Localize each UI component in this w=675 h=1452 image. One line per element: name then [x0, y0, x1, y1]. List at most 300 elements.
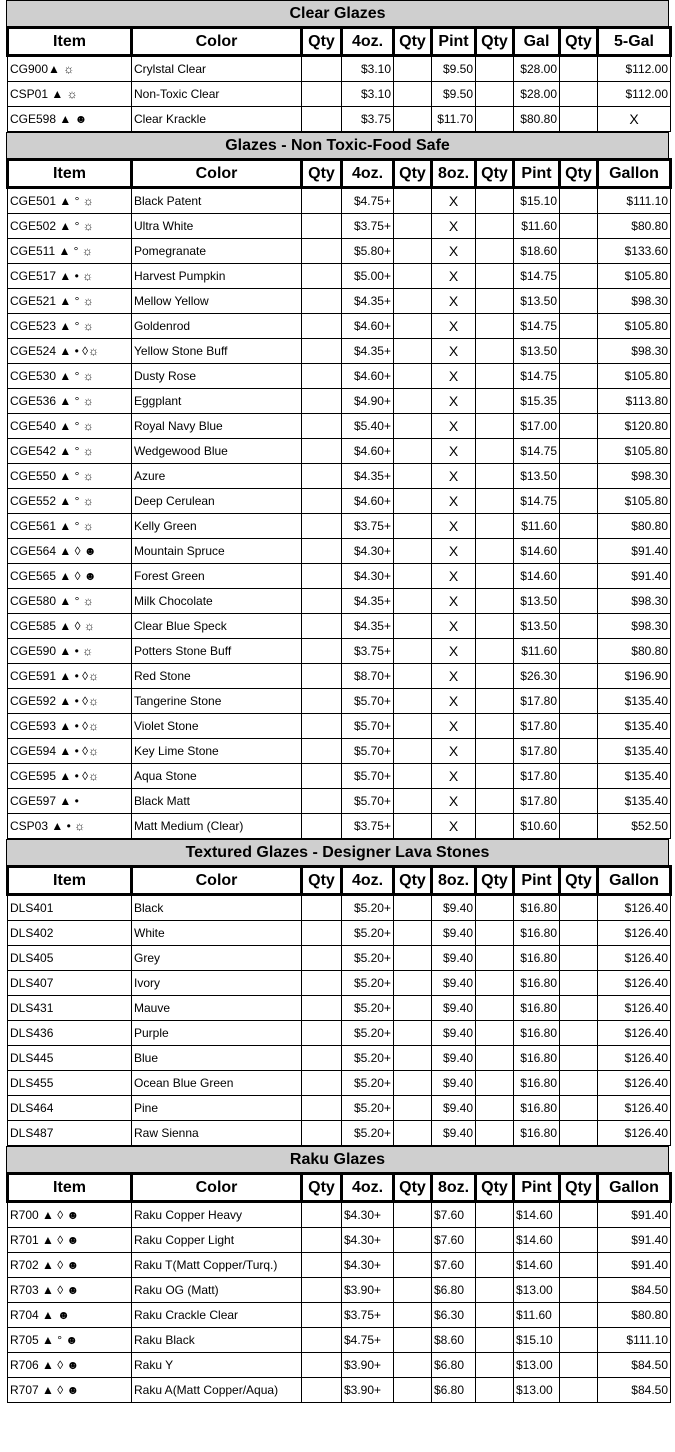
qty-field[interactable] — [302, 639, 342, 664]
qty-field[interactable] — [394, 1228, 432, 1253]
price-cell: $80.80 — [598, 639, 671, 664]
qty-field[interactable] — [560, 364, 598, 389]
price-cell: $5.20+ — [342, 971, 394, 996]
qty-field[interactable] — [302, 239, 342, 264]
qty-field[interactable] — [476, 895, 514, 921]
price-cell: $14.60 — [514, 564, 560, 589]
price-cell: $17.80 — [514, 714, 560, 739]
price-cell: $4.35+ — [342, 339, 394, 364]
qty-field[interactable] — [560, 921, 598, 946]
qty-field[interactable] — [560, 714, 598, 739]
qty-field[interactable] — [476, 1121, 514, 1146]
qty-field[interactable] — [560, 664, 598, 689]
qty-field[interactable] — [394, 489, 432, 514]
price-cell: $112.00 — [598, 56, 671, 82]
qty-field[interactable] — [476, 1046, 514, 1071]
qty-field[interactable] — [394, 589, 432, 614]
qty-field[interactable] — [560, 289, 598, 314]
qty-field[interactable] — [302, 664, 342, 689]
qty-field[interactable] — [560, 239, 598, 264]
qty-field[interactable] — [394, 996, 432, 1021]
column-header: Qty — [476, 160, 514, 188]
qty-field[interactable] — [302, 414, 342, 439]
qty-field[interactable] — [394, 107, 432, 132]
qty-field[interactable] — [560, 464, 598, 489]
price-cell: $80.80 — [598, 1303, 671, 1328]
qty-field[interactable] — [302, 1378, 342, 1403]
qty-field[interactable] — [302, 539, 342, 564]
qty-field[interactable] — [302, 264, 342, 289]
price-cell: $91.40 — [598, 564, 671, 589]
table-row — [8, 946, 671, 971]
item-code: DLS402 — [8, 921, 132, 946]
price-cell: $126.40 — [598, 895, 671, 921]
price-cell: $16.80 — [514, 946, 560, 971]
qty-field[interactable] — [302, 1046, 342, 1071]
qty-field[interactable] — [394, 946, 432, 971]
qty-field[interactable] — [476, 946, 514, 971]
qty-field[interactable] — [394, 1303, 432, 1328]
qty-field[interactable] — [394, 414, 432, 439]
qty-field[interactable] — [476, 1353, 514, 1378]
item-code: CGE591 ▲ • ◊☼ — [8, 664, 132, 689]
qty-field[interactable] — [476, 1278, 514, 1303]
qty-field[interactable] — [394, 1121, 432, 1146]
qty-field[interactable] — [302, 1021, 342, 1046]
qty-field[interactable] — [302, 56, 342, 82]
qty-field[interactable] — [302, 314, 342, 339]
price-cell: $13.50 — [514, 589, 560, 614]
qty-field[interactable] — [302, 1121, 342, 1146]
qty-field[interactable] — [476, 1071, 514, 1096]
qty-field[interactable] — [302, 389, 342, 414]
qty-field[interactable] — [394, 739, 432, 764]
qty-field[interactable] — [560, 264, 598, 289]
price-cell: X — [432, 639, 476, 664]
qty-field[interactable] — [476, 489, 514, 514]
qty-field[interactable] — [394, 639, 432, 664]
qty-field[interactable] — [560, 514, 598, 539]
price-cell: $7.60 — [432, 1202, 476, 1228]
qty-field[interactable] — [560, 689, 598, 714]
column-header: Gallon — [598, 867, 671, 895]
qty-field[interactable] — [476, 1303, 514, 1328]
table-row — [8, 739, 671, 764]
price-cell: $17.80 — [514, 789, 560, 814]
qty-field[interactable] — [560, 489, 598, 514]
qty-field[interactable] — [560, 1228, 598, 1253]
qty-field[interactable] — [476, 714, 514, 739]
qty-field[interactable] — [476, 439, 514, 464]
qty-field[interactable] — [394, 364, 432, 389]
price-cell: $4.75+ — [342, 188, 394, 214]
qty-field[interactable] — [476, 971, 514, 996]
qty-field[interactable] — [476, 364, 514, 389]
qty-field[interactable] — [302, 996, 342, 1021]
price-table — [6, 865, 672, 1146]
qty-field[interactable] — [302, 1278, 342, 1303]
qty-field[interactable] — [476, 389, 514, 414]
qty-field[interactable] — [394, 1202, 432, 1228]
price-cell: $13.50 — [514, 339, 560, 364]
qty-field[interactable] — [560, 789, 598, 814]
qty-field[interactable] — [560, 895, 598, 921]
column-header: Qty — [394, 867, 432, 895]
qty-field[interactable] — [394, 339, 432, 364]
color-name: Clear Krackle — [132, 107, 302, 132]
qty-field[interactable] — [302, 589, 342, 614]
price-cell: X — [432, 389, 476, 414]
qty-field[interactable] — [302, 1253, 342, 1278]
qty-field[interactable] — [476, 689, 514, 714]
column-header: Item — [8, 28, 132, 56]
price-cell: $105.80 — [598, 314, 671, 339]
price-cell: X — [432, 414, 476, 439]
price-cell: $126.40 — [598, 1046, 671, 1071]
qty-field[interactable] — [302, 971, 342, 996]
qty-field[interactable] — [560, 764, 598, 789]
table-row — [8, 764, 671, 789]
qty-field[interactable] — [476, 814, 514, 839]
qty-field[interactable] — [476, 464, 514, 489]
qty-field[interactable] — [476, 82, 514, 107]
qty-field[interactable] — [302, 789, 342, 814]
price-cell: X — [432, 664, 476, 689]
qty-field[interactable] — [394, 1046, 432, 1071]
color-name: Pomegranate — [132, 239, 302, 264]
qty-field[interactable] — [394, 389, 432, 414]
price-cell: X — [432, 589, 476, 614]
price-cell: $16.80 — [514, 971, 560, 996]
qty-field[interactable] — [394, 895, 432, 921]
qty-field[interactable] — [394, 1353, 432, 1378]
color-name: Goldenrod — [132, 314, 302, 339]
qty-field[interactable] — [394, 314, 432, 339]
qty-field[interactable] — [560, 107, 598, 132]
table-row — [8, 564, 671, 589]
price-list — [6, 0, 669, 1403]
color-name: Grey — [132, 946, 302, 971]
price-cell: $9.50 — [432, 56, 476, 82]
price-cell: $16.80 — [514, 1046, 560, 1071]
column-header: 8oz. — [432, 1174, 476, 1202]
qty-field[interactable] — [560, 1096, 598, 1121]
price-cell: $14.60 — [514, 1202, 560, 1228]
item-code: CGE597 ▲ • — [8, 789, 132, 814]
price-cell: $5.70+ — [342, 739, 394, 764]
price-cell: X — [432, 239, 476, 264]
column-header: Item — [8, 867, 132, 895]
qty-field[interactable] — [560, 1202, 598, 1228]
qty-field[interactable] — [560, 314, 598, 339]
qty-field[interactable] — [560, 339, 598, 364]
qty-field[interactable] — [476, 1202, 514, 1228]
price-cell: $14.75 — [514, 314, 560, 339]
color-name: Azure — [132, 464, 302, 489]
qty-field[interactable] — [394, 1278, 432, 1303]
table-row — [8, 1121, 671, 1146]
qty-field[interactable] — [476, 1253, 514, 1278]
qty-field[interactable] — [302, 895, 342, 921]
qty-field[interactable] — [476, 239, 514, 264]
item-code: CGE593 ▲ • ◊☼ — [8, 714, 132, 739]
color-name: Red Stone — [132, 664, 302, 689]
color-name: Ivory — [132, 971, 302, 996]
qty-field[interactable] — [302, 614, 342, 639]
qty-field[interactable] — [394, 1021, 432, 1046]
price-cell: X — [432, 188, 476, 214]
qty-field[interactable] — [394, 539, 432, 564]
price-cell: $9.50 — [432, 82, 476, 107]
qty-field[interactable] — [302, 1096, 342, 1121]
price-cell: $11.60 — [514, 514, 560, 539]
qty-field[interactable] — [394, 439, 432, 464]
qty-field[interactable] — [476, 214, 514, 239]
price-cell: $4.75+ — [342, 1328, 394, 1353]
price-cell: $113.80 — [598, 389, 671, 414]
table-row — [8, 489, 671, 514]
qty-field[interactable] — [560, 1071, 598, 1096]
qty-field[interactable] — [476, 188, 514, 214]
qty-field[interactable] — [394, 1328, 432, 1353]
qty-field[interactable] — [302, 814, 342, 839]
price-cell: $4.30+ — [342, 1228, 394, 1253]
qty-field[interactable] — [560, 946, 598, 971]
qty-field[interactable] — [476, 589, 514, 614]
qty-field[interactable] — [302, 1328, 342, 1353]
qty-field[interactable] — [560, 414, 598, 439]
price-cell: $13.00 — [514, 1353, 560, 1378]
price-cell: $5.20+ — [342, 1071, 394, 1096]
qty-field[interactable] — [476, 539, 514, 564]
column-header: 4oz. — [342, 28, 394, 56]
qty-field[interactable] — [476, 664, 514, 689]
qty-field[interactable] — [476, 639, 514, 664]
qty-field[interactable] — [394, 82, 432, 107]
qty-field[interactable] — [394, 188, 432, 214]
item-code: CGE536 ▲ ° ☼ — [8, 389, 132, 414]
qty-field[interactable] — [560, 1253, 598, 1278]
qty-field[interactable] — [394, 1378, 432, 1403]
item-code: DLS445 — [8, 1046, 132, 1071]
column-header: Color — [132, 160, 302, 188]
color-name: Yellow Stone Buff — [132, 339, 302, 364]
item-code: CGE501 ▲ ° ☼ — [8, 188, 132, 214]
qty-field[interactable] — [302, 514, 342, 539]
qty-field[interactable] — [394, 664, 432, 689]
color-name: Non-Toxic Clear — [132, 82, 302, 107]
qty-field[interactable] — [476, 614, 514, 639]
qty-field[interactable] — [560, 188, 598, 214]
qty-field[interactable] — [394, 1071, 432, 1096]
qty-field[interactable] — [394, 714, 432, 739]
price-cell: $126.40 — [598, 921, 671, 946]
qty-field[interactable] — [394, 789, 432, 814]
qty-field[interactable] — [476, 564, 514, 589]
qty-field[interactable] — [476, 764, 514, 789]
qty-field[interactable] — [394, 214, 432, 239]
table-row — [8, 1278, 671, 1303]
qty-field[interactable] — [476, 921, 514, 946]
qty-field[interactable] — [476, 264, 514, 289]
item-code: CGE521 ▲ ° ☼ — [8, 289, 132, 314]
qty-field[interactable] — [302, 489, 342, 514]
qty-field[interactable] — [476, 289, 514, 314]
qty-field[interactable] — [302, 946, 342, 971]
qty-field[interactable] — [560, 1046, 598, 1071]
price-cell: $91.40 — [598, 1228, 671, 1253]
column-header: Qty — [302, 160, 342, 188]
qty-field[interactable] — [302, 214, 342, 239]
table-row — [8, 188, 671, 214]
qty-field[interactable] — [302, 464, 342, 489]
qty-field[interactable] — [560, 539, 598, 564]
qty-field[interactable] — [302, 564, 342, 589]
item-code: CGE585 ▲ ◊ ☼ — [8, 614, 132, 639]
table-row — [8, 921, 671, 946]
qty-field[interactable] — [560, 1121, 598, 1146]
qty-field[interactable] — [560, 589, 598, 614]
qty-field[interactable] — [302, 921, 342, 946]
color-name: Royal Navy Blue — [132, 414, 302, 439]
qty-field[interactable] — [476, 1021, 514, 1046]
qty-field[interactable] — [560, 1278, 598, 1303]
color-name: Raku Black — [132, 1328, 302, 1353]
qty-field[interactable] — [302, 82, 342, 107]
price-cell: $16.80 — [514, 1121, 560, 1146]
qty-field[interactable] — [560, 1021, 598, 1046]
qty-field[interactable] — [302, 339, 342, 364]
qty-field[interactable] — [302, 439, 342, 464]
qty-field[interactable] — [394, 689, 432, 714]
table-row — [8, 339, 671, 364]
price-cell: X — [598, 107, 671, 132]
qty-field[interactable] — [302, 1228, 342, 1253]
qty-field[interactable] — [560, 1353, 598, 1378]
qty-field[interactable] — [476, 1228, 514, 1253]
price-cell: $91.40 — [598, 539, 671, 564]
price-cell: $13.00 — [514, 1378, 560, 1403]
color-name: Raku Copper Heavy — [132, 1202, 302, 1228]
qty-field[interactable] — [302, 107, 342, 132]
qty-field[interactable] — [476, 789, 514, 814]
qty-field[interactable] — [560, 214, 598, 239]
price-cell: $5.80+ — [342, 239, 394, 264]
header-row — [8, 1174, 671, 1202]
qty-field[interactable] — [476, 514, 514, 539]
qty-field[interactable] — [476, 739, 514, 764]
qty-field[interactable] — [560, 56, 598, 82]
qty-field[interactable] — [560, 439, 598, 464]
qty-field[interactable] — [560, 639, 598, 664]
item-code: DLS405 — [8, 946, 132, 971]
header-row — [8, 28, 671, 56]
qty-field[interactable] — [560, 389, 598, 414]
price-cell: $105.80 — [598, 489, 671, 514]
qty-field[interactable] — [302, 764, 342, 789]
qty-field[interactable] — [560, 1303, 598, 1328]
column-header: Item — [8, 1174, 132, 1202]
qty-field[interactable] — [394, 814, 432, 839]
qty-field[interactable] — [394, 1096, 432, 1121]
qty-field[interactable] — [394, 56, 432, 82]
price-cell: $26.30 — [514, 664, 560, 689]
qty-field[interactable] — [302, 364, 342, 389]
qty-field[interactable] — [560, 814, 598, 839]
qty-field[interactable] — [302, 1303, 342, 1328]
qty-field[interactable] — [394, 614, 432, 639]
qty-field[interactable] — [560, 971, 598, 996]
price-cell: $126.40 — [598, 1121, 671, 1146]
color-name: Forest Green — [132, 564, 302, 589]
qty-field[interactable] — [394, 239, 432, 264]
item-code: R704 ▲ ☻ — [8, 1303, 132, 1328]
qty-field[interactable] — [394, 514, 432, 539]
qty-field[interactable] — [560, 739, 598, 764]
qty-field[interactable] — [476, 107, 514, 132]
qty-field[interactable] — [560, 996, 598, 1021]
qty-field[interactable] — [560, 564, 598, 589]
qty-field[interactable] — [394, 564, 432, 589]
price-cell: $15.10 — [514, 188, 560, 214]
qty-field[interactable] — [302, 1071, 342, 1096]
qty-field[interactable] — [302, 188, 342, 214]
qty-field[interactable] — [476, 339, 514, 364]
color-name: Deep Cerulean — [132, 489, 302, 514]
qty-field[interactable] — [394, 764, 432, 789]
qty-field[interactable] — [302, 1202, 342, 1228]
qty-field[interactable] — [394, 921, 432, 946]
qty-field[interactable] — [476, 1096, 514, 1121]
qty-field[interactable] — [302, 689, 342, 714]
qty-field[interactable] — [394, 1253, 432, 1278]
qty-field[interactable] — [394, 464, 432, 489]
qty-field[interactable] — [394, 264, 432, 289]
qty-field[interactable] — [476, 56, 514, 82]
price-cell: $15.10 — [514, 1328, 560, 1353]
qty-field[interactable] — [560, 614, 598, 639]
table-row — [8, 389, 671, 414]
qty-field[interactable] — [476, 1378, 514, 1403]
item-code: CGE530 ▲ ° ☼ — [8, 364, 132, 389]
qty-field[interactable] — [560, 1328, 598, 1353]
color-name: Violet Stone — [132, 714, 302, 739]
qty-field[interactable] — [560, 1378, 598, 1403]
qty-field[interactable] — [302, 739, 342, 764]
qty-field[interactable] — [560, 82, 598, 107]
qty-field[interactable] — [476, 1328, 514, 1353]
table-row — [8, 514, 671, 539]
qty-field[interactable] — [394, 971, 432, 996]
price-cell: $105.80 — [598, 364, 671, 389]
qty-field[interactable] — [302, 1353, 342, 1378]
column-header: Qty — [560, 160, 598, 188]
qty-field[interactable] — [476, 414, 514, 439]
price-cell: $5.70+ — [342, 764, 394, 789]
qty-field[interactable] — [302, 714, 342, 739]
price-cell: $17.00 — [514, 414, 560, 439]
table-row — [8, 996, 671, 1021]
price-cell: $16.80 — [514, 1071, 560, 1096]
column-header: Pint — [432, 28, 476, 56]
qty-field[interactable] — [394, 289, 432, 314]
qty-field[interactable] — [476, 996, 514, 1021]
price-cell: $3.75 — [342, 107, 394, 132]
qty-field[interactable] — [302, 289, 342, 314]
price-cell: $4.35+ — [342, 614, 394, 639]
qty-field[interactable] — [476, 314, 514, 339]
header-row — [8, 160, 671, 188]
